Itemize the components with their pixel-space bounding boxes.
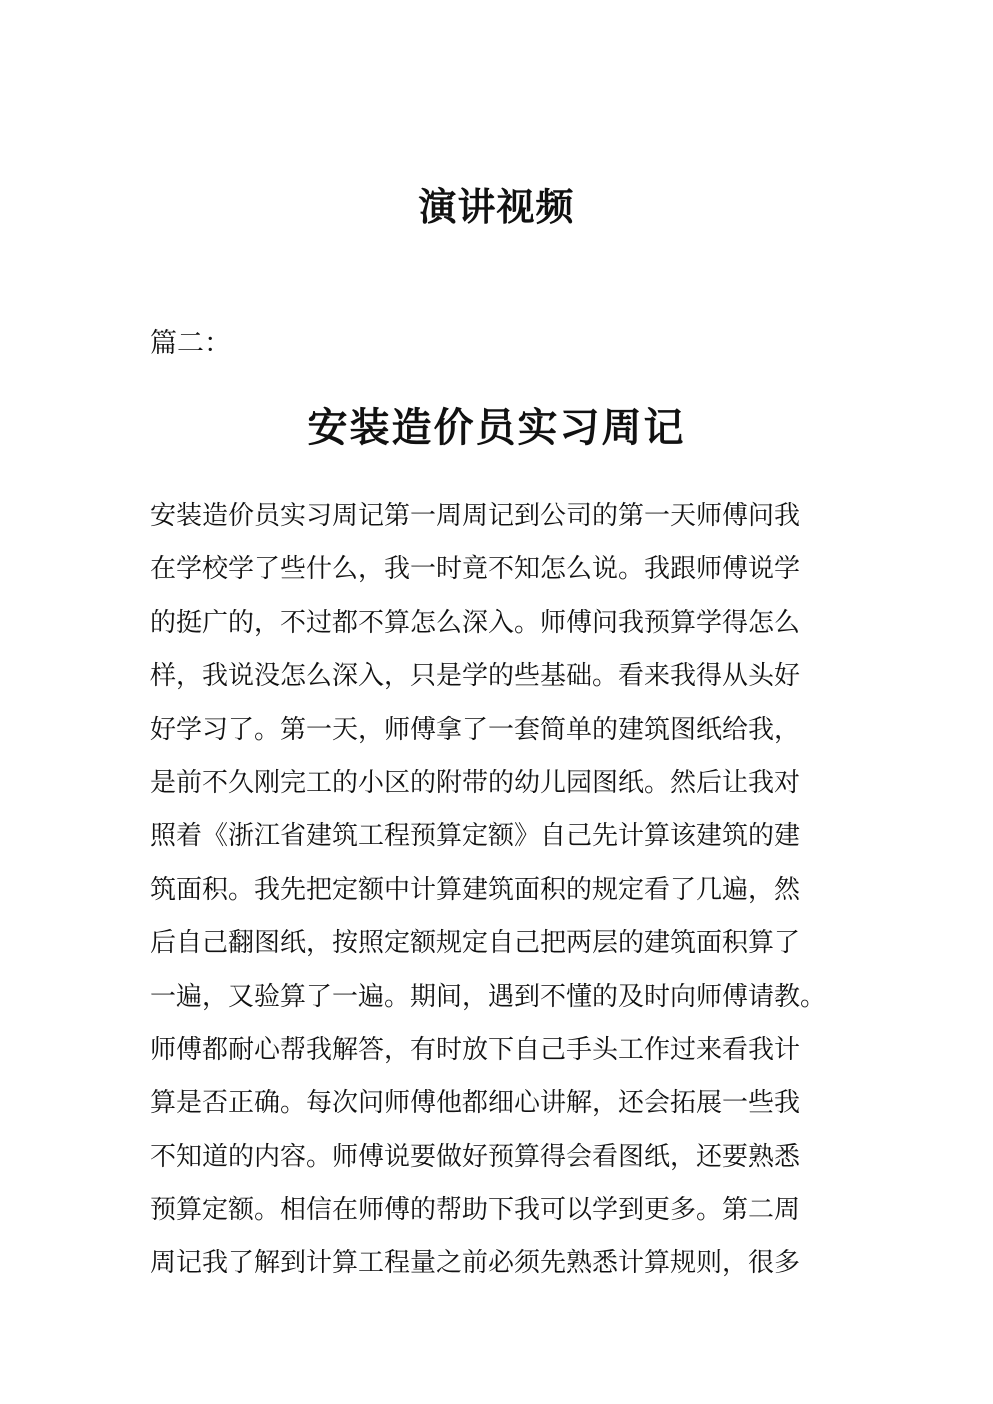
body-line: 的挺广的，不过都不算怎么深入。师傅问我预算学得怎么 xyxy=(150,607,801,638)
body-line: 样，我说没怎么深入，只是学的些基础。看来我得从头好 xyxy=(150,661,801,692)
article-title: 安装造价员实习周记 xyxy=(307,404,686,451)
body-line: 周记我了解到计算工程量之前必须先熟悉计算规则，很多 xyxy=(150,1248,801,1279)
body-line: 是前不久刚完工的小区的附带的幼儿园图纸。然后让我对 xyxy=(150,767,801,798)
body-line: 师傅都耐心帮我解答，有时放下自己手头工作过来看我计 xyxy=(150,1034,801,1065)
body-line: 一遍，又验算了一遍。期间，遇到不懂的及时向师傅请教。 xyxy=(150,981,827,1012)
body-line: 不知道的内容。师傅说要做好预算得会看图纸，还要熟悉 xyxy=(150,1141,801,1172)
body-line: 好学习了。第一天，师傅拿了一套简单的建筑图纸给我， xyxy=(150,714,801,745)
body-line: 算是否正确。每次问师傅他都细心讲解，还会拓展一些我 xyxy=(150,1088,801,1119)
body-line: 照着《浙江省建筑工程预算定额》自己先计算该建筑的建 xyxy=(150,821,801,852)
body-line: 安装造价员实习周记第一周周记到公司的第一天师傅问我 xyxy=(150,501,801,531)
body-paragraph xyxy=(150,490,850,1291)
body-line: 后自己翻图纸，按照定额规定自己把两层的建筑面积算了 xyxy=(150,928,801,959)
body-line: 在学校学了些什么，我一时竟不知怎么说。我跟师傅说学 xyxy=(150,554,801,585)
main-title: 演讲视频 xyxy=(418,184,575,229)
body-line: 预算定额。相信在师傅的帮助下我可以学到更多。第二周 xyxy=(150,1195,801,1226)
body-line: 筑面积。我先把定额中计算建筑面积的规定看了几遍，然 xyxy=(150,874,801,905)
section-label: 篇二： xyxy=(150,328,231,359)
